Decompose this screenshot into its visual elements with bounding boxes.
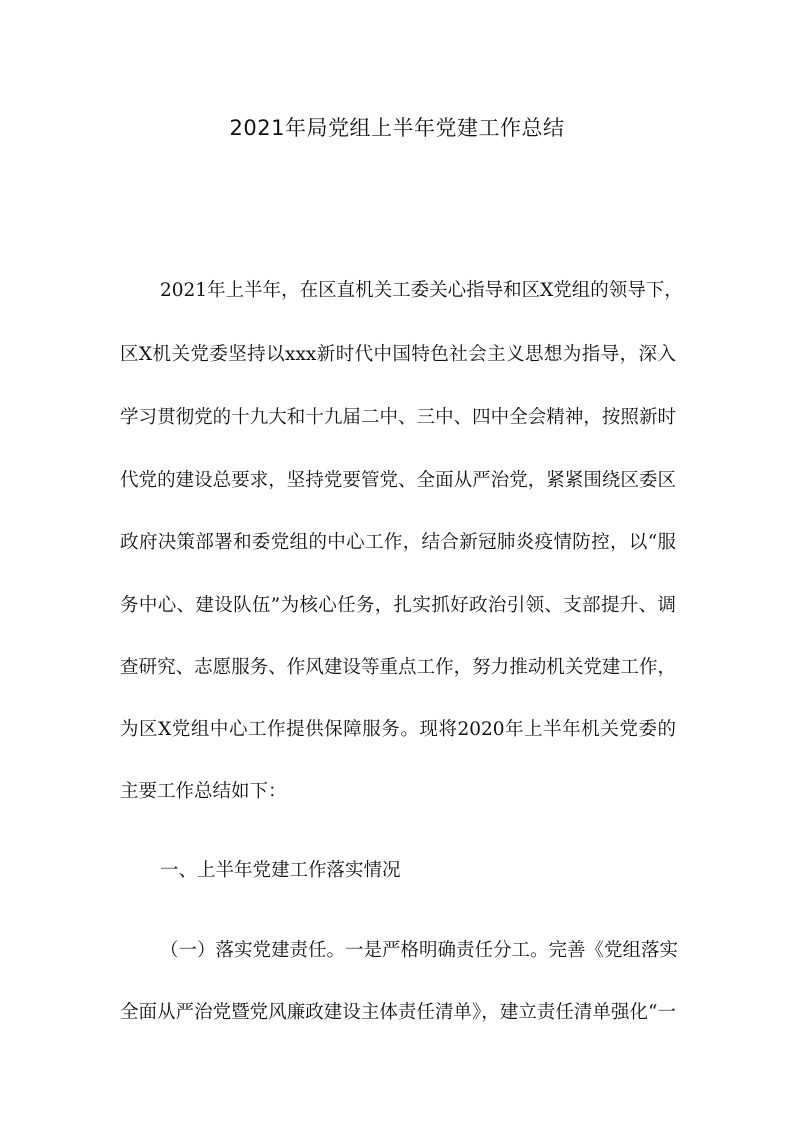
paragraph-line: 务中心、建设队伍”为核心任务，扎实抓好政治引领、支部提升、调 <box>120 595 676 616</box>
document-title: 2021年局党组上半年党建工作总结 <box>229 116 565 140</box>
paragraph-line: 为区X党组中心工作提供保障服务。现将2020年上半年机关党委的 <box>120 719 676 740</box>
paragraph-line: 代党的建设总要求，坚持党要管党、全面从严治党，紧紧围绕区委区 <box>120 470 676 491</box>
paragraph-line: 主要工作总结如下： <box>120 781 287 802</box>
paragraph-line: 区X机关党委坚持以xxx新时代中国特色社会主义思想为指导，深入 <box>120 344 676 365</box>
paragraph-line: （一）落实党建责任。一是严格明确责任分工。完善《党组落实 <box>160 940 679 961</box>
paragraph-line: 2021年上半年，在区直机关工委关心指导和区X党组的领导下， <box>160 280 683 301</box>
paragraph-line: 全面从严治党暨党风廉政建设主体责任清单》，建立责任清单强化“一 <box>120 1002 676 1023</box>
paragraph-line: 学习贯彻党的十九大和十九届二中、三中、四中全会精神，按照新时 <box>120 407 676 428</box>
paragraph-line: 查研究、志愿服务、作风建设等重点工作，努力推动机关党建工作， <box>120 657 676 678</box>
paragraph-line: 政府决策部署和委党组的中心工作，结合新冠肺炎疫情防控，以“服 <box>120 532 676 553</box>
section-heading: 一、上半年党建工作落实情况 <box>160 860 401 881</box>
